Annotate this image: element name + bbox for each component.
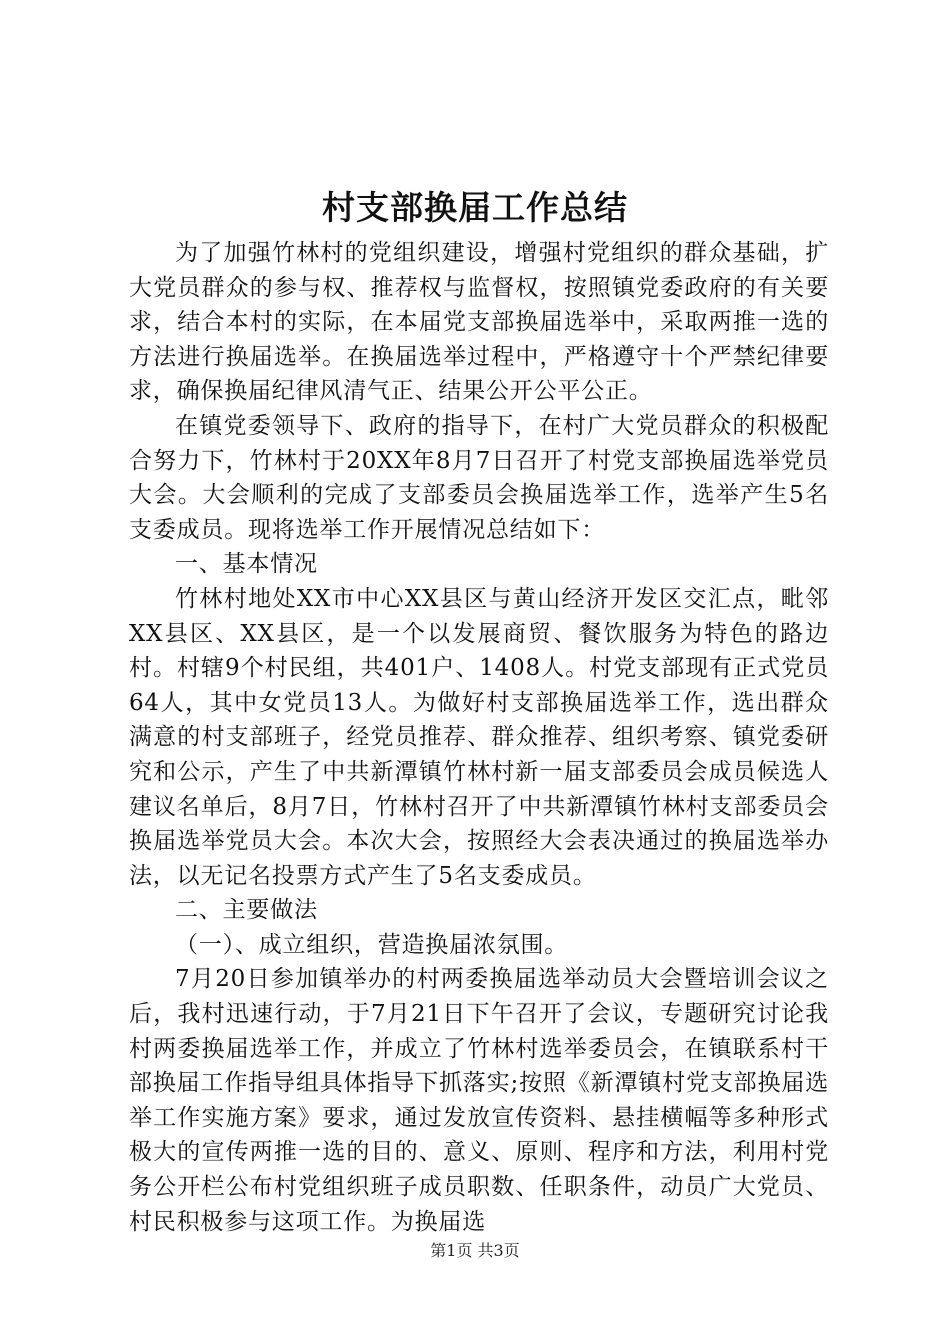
page-footer: 第1页 共3页 [430, 1241, 520, 1260]
subsection-heading-organization: （一）、成立组织，营造换届浓氛围。 [175, 931, 569, 958]
document-title: 村支部换届工作总结 [322, 188, 628, 227]
document-body [129, 236, 829, 1239]
paragraph-meeting: 在镇党委领导下、政府的指导下，在村广大党员群众的积极配合努力下，竹林村于20XX年8月7日召开了村党支部换届选举党员大会。大会顺利的完成了支部委员会换届选举工作，选举产生5名支委成员。现将选举工作开展情况总结如下： [129, 412, 829, 543]
paragraph-organization: 7月20日参加镇举办的村两委换届选举动员大会暨培训会议之后，我村迅速行动，于7月21日下午召开了会议，专题研究讨论我村两委换届选举工作，并成立了竹林村选举委员会，在镇联系村干部换届工作指导组具体指导下抓落实;按照《新潭镇村党支部换届选举工作实施方案》要求，通过发放宣传资料、悬挂横幅等多种形式极大的宣传两推一选的目的、意义、原则、程序和方法，利用村党务公开栏公布村党组织班子成员职数、任职条件，动员广大党员、村民积极参与这项工作。为换届选 [129, 966, 829, 1235]
section-heading-basic: 一、基本情况 [175, 551, 318, 578]
paragraph-intro: 为了加强竹林村的党组织建设，增强村党组织的群众基础，扩大党员群众的参与权、推荐权与监督权，按照镇党委政府的有关要求，结合本村的实际，在本届党支部换届选举中，采取两推一选的方法进行换届选举。在换届选举过程中，严格遵守十个严禁纪律要求，确保换届纪律风清气正、结果公开公平公正。 [129, 240, 829, 405]
paragraph-basic-situation: 竹林村地处XX市中心XX县区与黄山经济开发区交汇点，毗邻XX县区、XX县区，是一个以发展商贸、餐饮服务为特色的路边村。村辖9个村民组，共401户、1408人。村党支部现有正式党员64人，其中女党员13人。为做好村支部换届选举工作，选出群众满意的村支部班子，经党员推荐、群众推荐、组织考察、镇党委研究和公示，产生了中共新潭镇竹林村新一届支部委员会成员候选人建议名单后，8月7日，竹林村召开了中共新潭镇竹林村支部委员会换届选举党员大会。本次大会，按照经大会表决通过的换届选举办法，以无记名投票方式产生了5名支委成员。 [129, 585, 829, 889]
section-heading-methods: 二、主要做法 [175, 897, 318, 924]
